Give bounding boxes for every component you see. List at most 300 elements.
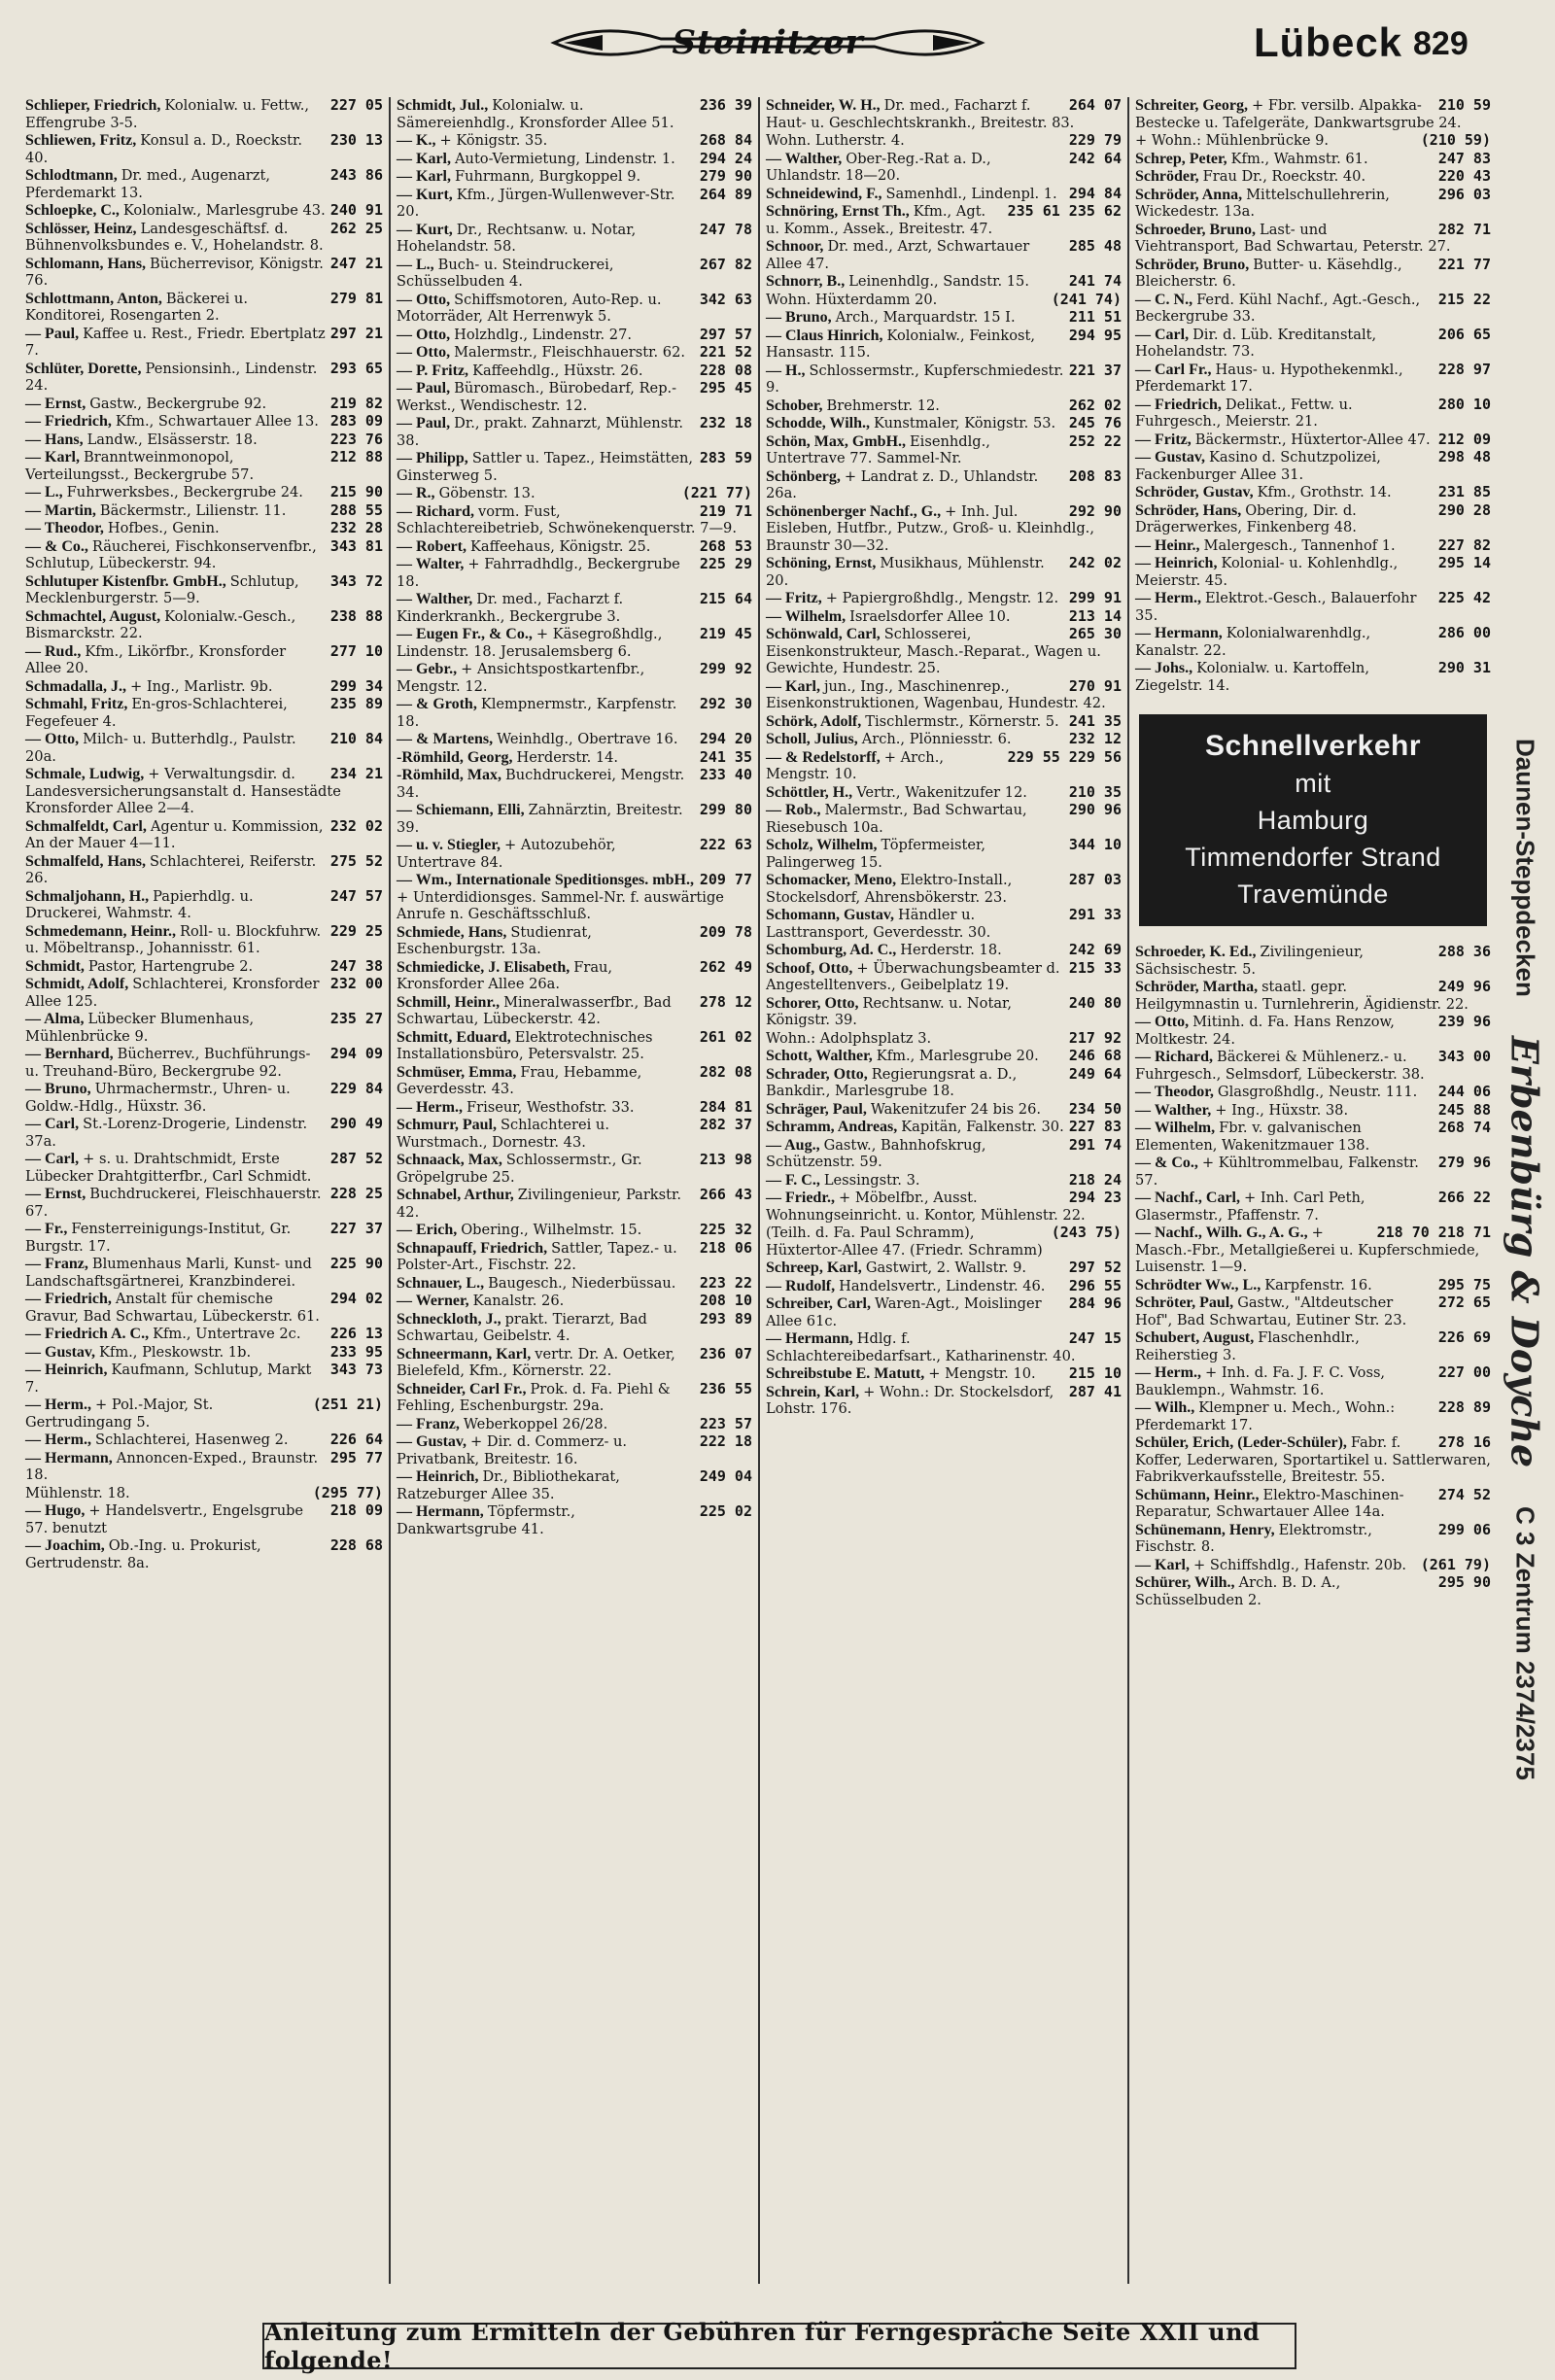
directory-entry xyxy=(1135,1277,1491,1294)
entry-name: Schneidewind, F., xyxy=(766,185,886,202)
entry-details: Kaufmann, Schlutup, Markt 7. xyxy=(25,1362,312,1396)
directory-entry xyxy=(1135,151,1491,168)
entry-details: Vertr., Wakenitzufer 12. xyxy=(856,783,1027,801)
directory-entry xyxy=(397,1099,752,1117)
directory-entry xyxy=(766,784,1122,802)
phone-number: 211 51 xyxy=(1068,308,1122,326)
entry-details: Tischlermstr., Körnerstr. 5. xyxy=(865,712,1059,730)
footer-note: Anleitung zum Ermitteln der Gebühren für Ferngespräche Seite XXII und folgende! xyxy=(262,2323,1296,2369)
entry-details: + Überwachungsbeamter d. Angestelltenvers., Geibelplatz 19. xyxy=(766,959,1060,993)
phone-number: 223 76 xyxy=(329,430,383,448)
entry-name: — Karl, xyxy=(397,150,455,167)
entry-name: — Friedrich, xyxy=(1135,396,1226,413)
entry-details: + Handelsvertr., Engelsgrube 57. benutzt xyxy=(25,1502,304,1536)
entry-details: (Teilh. d. Fa. Paul Schramm), Hüxtertor-Allee 47. (Friedr. Schramm) xyxy=(766,1224,1043,1259)
entry-name: Schmadalla, J., xyxy=(25,677,131,695)
directory-entry xyxy=(25,502,383,520)
entry-name: — Bruno, xyxy=(766,309,836,326)
entry-details: Dr. med., Facharzt f. Kinderkrankh., Beckergrube 3. xyxy=(397,591,624,625)
directory-entry xyxy=(397,538,752,556)
entry-details: Wakenitzufer 24 bis 26. xyxy=(870,1100,1041,1118)
entry-details: Malermstr., Bad Schwartau, Riesebusch 10a. xyxy=(766,802,1027,836)
phone-number: 292 30 xyxy=(699,695,752,712)
directory-entry xyxy=(397,1503,752,1537)
entry-name: Schomann, Gustav, xyxy=(766,907,899,923)
entry-details: Buchdruckerei, Fleischhauerstr. 67. xyxy=(25,1186,322,1220)
directory-entry xyxy=(397,1117,752,1151)
entry-details: Kfm., Pleskowstr. 1b. xyxy=(99,1343,252,1361)
directory-entry xyxy=(25,361,383,395)
phone-number: 294 84 xyxy=(1068,184,1122,202)
entry-name: — Paul, xyxy=(397,415,455,431)
entry-name: Schönberg, xyxy=(766,467,845,485)
phone-number: 213 98 xyxy=(699,1151,752,1168)
directory-entry xyxy=(25,888,383,922)
phone-number: 223 22 xyxy=(699,1273,752,1292)
phone-number: 235 89 xyxy=(329,695,383,712)
entry-name: — F. C., xyxy=(766,1171,824,1189)
directory-entry xyxy=(397,767,752,801)
phone-number: 215 33 xyxy=(1068,958,1122,977)
phone-number: 247 78 xyxy=(699,220,752,238)
directory-entry xyxy=(397,1381,752,1415)
directory-entry xyxy=(25,484,383,501)
entry-details: Bäckermstr., Hüxtertor-Allee 47. xyxy=(1194,431,1431,448)
entry-details: Glasgroßhdlg., Neustr. 111. xyxy=(1217,1084,1418,1100)
directory-entry xyxy=(25,1485,383,1502)
entry-details: Kfm., Schwartauer Allee 13. xyxy=(115,413,319,430)
directory-entry xyxy=(766,1224,1122,1259)
directory-entry xyxy=(25,202,383,220)
entry-details: Elektro-Maschinen-Reparatur, Schwartauer Allee 14a. xyxy=(1135,1486,1404,1520)
directory-entry xyxy=(25,413,383,431)
phone-number: 290 31 xyxy=(1437,659,1491,676)
phone-number: 284 81 xyxy=(699,1097,752,1116)
phone-number: 234 21 xyxy=(329,765,383,782)
phone-number: 296 55 xyxy=(1068,1276,1122,1294)
entry-details: + Autozubehör, Untertrave 84. xyxy=(397,837,616,871)
directory-entry xyxy=(397,1293,752,1310)
directory-entry xyxy=(766,309,1122,327)
phone-number: 247 57 xyxy=(329,886,383,905)
phone-number: 286 00 xyxy=(1437,624,1491,641)
entry-name: — Fritz, xyxy=(1135,431,1195,448)
directory-entry xyxy=(25,167,383,201)
directory-entry xyxy=(397,556,752,590)
entry-name: — Carl, xyxy=(25,1151,84,1167)
entry-details: Kolonialw. u. Fettw., Effengrube 3-5. xyxy=(25,97,310,131)
entry-name: — Wilhelm, xyxy=(1135,1120,1220,1136)
entry-details: Kolonialwarenhdlg., Kanalstr. 22. xyxy=(1135,625,1371,659)
entry-details: Mitinh. d. Fa. Hans Renzow, Moltkestr. 24. xyxy=(1135,1014,1395,1048)
phone-number: 264 07 xyxy=(1068,97,1122,114)
entry-details: + Inh. Carl Peth, Glasermstr., Pfaffenstr. 7. xyxy=(1135,1190,1365,1224)
entry-name: Schlomann, Hans, xyxy=(25,255,151,272)
entry-details: Milch- u. Butterhdlg., Paulstr. 20a. xyxy=(25,731,296,765)
entry-details: Eisenhdlg., Untertrave 77. Sammel-Nr. xyxy=(766,432,990,466)
phone-number: 297 52 xyxy=(1068,1259,1122,1276)
entry-details: Bäckermstr., Lilienstr. 11. xyxy=(99,501,287,519)
phone-number: 242 64 xyxy=(1068,149,1122,167)
directory-entry xyxy=(1135,292,1491,326)
entry-name: Schröder, Martha, xyxy=(1135,979,1262,995)
phone-number: 227 83 xyxy=(1068,1118,1122,1135)
entry-name: Schubert, August, xyxy=(1135,1329,1259,1346)
entry-details: Schlutup, Mecklenburgerstr. 5—9. xyxy=(25,572,299,606)
directory-entry xyxy=(25,1450,383,1484)
entry-details: Fuhrmann, Burgkoppel 9. xyxy=(455,168,641,185)
phone-number: 275 52 xyxy=(329,851,383,870)
directory-entry xyxy=(397,1240,752,1274)
entry-name: Schomacker, Meno, xyxy=(766,872,901,888)
entry-details: + Arch., Mengstr. 10. xyxy=(766,748,944,782)
entry-details: Bäckerei & Mühlenerz.- u. Fuhrgesch., Selmsdorf, Lübeckerstr. 38. xyxy=(1135,1049,1425,1083)
phone-number: 233 40 xyxy=(699,766,752,783)
phone-number: 206 65 xyxy=(1437,325,1491,343)
phone-number: 295 90 xyxy=(1437,1573,1491,1591)
entry-details: Baugesch., Niederbüssau. xyxy=(488,1274,676,1292)
entry-name: — Herm., xyxy=(25,1431,95,1448)
entry-details: Hofbes., Genin. xyxy=(107,520,220,536)
phone-number: 247 15 xyxy=(1068,1329,1122,1347)
entry-name: — Theodor, xyxy=(25,520,108,536)
phone-number: (221 77) xyxy=(681,484,752,501)
phone-number: 215 90 xyxy=(329,483,383,500)
directory-entry xyxy=(1135,944,1491,978)
phone-number: 295 77 xyxy=(329,1448,383,1466)
directory-entry xyxy=(25,396,383,413)
phone-number: 279 81 xyxy=(329,289,383,307)
directory-entry xyxy=(25,431,383,449)
entry-name: Schmalfeld, Hans, xyxy=(25,852,151,870)
entry-name: Schöning, Ernst, xyxy=(766,555,881,571)
entry-name: Schmüser, Emma, xyxy=(397,1063,521,1081)
phone-number: 290 96 xyxy=(1068,801,1122,818)
directory-entry xyxy=(397,450,752,484)
entry-name: Schörk, Adolf, xyxy=(766,712,866,730)
phone-number: 210 35 xyxy=(1068,782,1122,801)
phone-number: 247 83 xyxy=(1437,149,1491,167)
entry-details: + Wohn.: Mühlenbrücke 9. xyxy=(1135,132,1330,149)
phone-number: 343 81 xyxy=(329,536,383,555)
directory-entry xyxy=(1135,484,1491,501)
phone-number: 299 91 xyxy=(1068,589,1122,606)
entry-details: Studienrat, Eschenburgstr. 13a. xyxy=(397,923,592,957)
directory-entry xyxy=(766,1384,1122,1418)
phone-number: 299 34 xyxy=(329,676,383,695)
phone-number: 226 64 xyxy=(329,1431,383,1448)
directory-entry xyxy=(25,221,383,255)
entry-name: Schnöring, Ernst Th., xyxy=(766,203,914,220)
entry-details: + Ansichtspostkartenfbr., Mengstr. 12. xyxy=(397,661,645,695)
phone-number: 215 64 xyxy=(699,590,752,607)
directory-column xyxy=(19,97,389,2284)
entry-name: — Schiemann, Elli, xyxy=(397,802,529,818)
entry-details: Bücherrevisor, Königstr. 76. xyxy=(25,255,324,289)
entry-details: Roll- u. Blockfuhrw. u. Möbeltransp., Johannisstr. 61. xyxy=(25,922,322,956)
entry-details: Weberkoppel 26/28. xyxy=(463,1415,608,1432)
entry-name: — Hugo, xyxy=(25,1502,89,1519)
entry-name: Schnaack, Max, xyxy=(397,1152,506,1168)
entry-details: + Königstr. 35. xyxy=(439,132,548,149)
directory-entry xyxy=(397,1152,752,1186)
phone-number: 236 07 xyxy=(699,1344,752,1362)
entry-name: Schmahl, Fritz, xyxy=(25,696,132,712)
entry-details: Fbr. v. galvanischen Elementen, Wakenitzmauer 138. xyxy=(1135,1120,1370,1154)
entry-details: Wohn. Hüxterdamm 20. xyxy=(766,291,938,308)
entry-details: Anstalt für chemische Gravur, Bad Schwartau, Lübeckerstr. 61. xyxy=(25,1291,320,1325)
entry-details: Schlosserei, Eisenkonstrukteur, Masch.-Reparat., Wagen u. Gewichte, Hundestr. 25. xyxy=(766,626,1101,676)
entry-details: Gastw., "Altdeutscher Hof", Bad Schwartau, Eutiner Str. 23. xyxy=(1135,1294,1407,1328)
entry-name: Schröder, xyxy=(1135,168,1203,185)
entry-details: staatl. gepr. Heilgymnastin u. Turnlehrerin, Ägidienstr. 22. xyxy=(1135,979,1469,1013)
phone-number: 232 12 xyxy=(1068,730,1122,747)
phone-number: 218 70 218 71 xyxy=(1376,1224,1491,1241)
entry-details: Zivilingenieur, Parkstr. 42. xyxy=(397,1187,682,1221)
directory-entry xyxy=(1135,660,1491,694)
entry-name: — Otto, xyxy=(397,326,455,343)
entry-name: Schönenberger Nachf., G., xyxy=(766,502,946,520)
entry-name: — Wm., Internationale Speditionsges. mbH., xyxy=(397,872,694,888)
entry-details: + Käsegroßhdlg., Lindenstr. 18. Jerusalemsberg 6. xyxy=(397,626,663,660)
entry-details: Kolonialw.-Gesch., Bismarckstr. 22. xyxy=(25,607,296,641)
phone-number: 228 68 xyxy=(329,1536,383,1554)
entry-name: — Walter, xyxy=(397,556,468,572)
phone-number: 232 00 xyxy=(329,975,383,992)
phone-number: 283 09 xyxy=(329,412,383,430)
entry-name: — Johs., xyxy=(1135,660,1197,676)
directory-entry xyxy=(397,802,752,836)
directory-entry xyxy=(1135,1120,1491,1154)
directory-entry xyxy=(397,626,752,660)
phone-number: 247 21 xyxy=(329,254,383,272)
entry-name: — Otto, xyxy=(397,291,455,308)
phone-number: 210 59 xyxy=(1437,97,1491,114)
directory-entry xyxy=(25,538,383,572)
directory-entry xyxy=(397,1029,752,1063)
entry-name: Schober, xyxy=(766,397,827,414)
phone-number: 229 55 229 56 xyxy=(1007,747,1122,766)
entry-details: Pastor, Hartengrube 2. xyxy=(87,957,254,975)
side-ad-top-text: Daunen-Steppdecken xyxy=(1510,739,1540,997)
phone-number: 240 91 xyxy=(329,201,383,219)
entry-details: Prok. d. Fa. Piehl & Fehling, Eschenburgstr. 29a. xyxy=(397,1380,671,1414)
directory-entry xyxy=(397,1416,752,1433)
entry-name: — Rudolf, xyxy=(766,1277,840,1294)
entry-name: Schmitt, Eduard, xyxy=(397,1028,515,1046)
directory-entry xyxy=(25,731,383,765)
phone-number: 343 73 xyxy=(329,1361,383,1378)
phone-number: 218 06 xyxy=(699,1238,752,1257)
entry-name: Schlodtmann, xyxy=(25,167,121,184)
phone-number: 299 92 xyxy=(699,660,752,677)
phone-number: 299 80 xyxy=(699,801,752,818)
entry-details: Agentur u. Kommission, An der Mauer 4—11. xyxy=(25,817,324,851)
entry-details: Büromasch., Bürobedarf, Rep.-Werkst., Wendischestr. 12. xyxy=(397,380,677,414)
phone-number: 223 57 xyxy=(699,1414,752,1432)
directory-entry xyxy=(766,151,1122,185)
directory-entry xyxy=(766,1295,1122,1329)
entry-details: Samenhdl., Lindenpl. 1. xyxy=(885,185,1057,202)
entry-name: Schodde, Wilh., xyxy=(766,415,875,431)
entry-details: Waren-Agt., Moislinger Allee 61c. xyxy=(766,1295,1042,1329)
phone-number: (243 75) xyxy=(1051,1224,1122,1241)
phone-number: 293 65 xyxy=(329,359,383,377)
entry-details: Kaffee u. Rest., Friedr. Ebertplatz 7. xyxy=(25,325,326,359)
entry-details: Bäckerei u. Konditorei, Rosengarten 2. xyxy=(25,290,248,324)
entry-name: — C. N., xyxy=(1135,291,1197,308)
entry-name: Schlutuper Kistenfbr. GmbH., xyxy=(25,572,230,590)
entry-details: Obering, Dir. d. Drägerwerkes, Finkenberg 48. xyxy=(1135,501,1357,535)
phone-number: 287 03 xyxy=(1068,871,1122,888)
entry-details: + Wohn.: Dr. Stockelsdorf, Lohstr. 176. xyxy=(766,1383,1054,1417)
entry-details: Auto-Vermietung, Lindenstr. 1. xyxy=(455,150,675,167)
entry-name: — Herm., xyxy=(1135,1364,1205,1381)
entry-details: jun., Ing., Maschinenrep., Eisenkonstruktionen, Wagenbau, Hundestr. 42. xyxy=(766,677,1106,711)
phone-number: 225 90 xyxy=(329,1255,383,1272)
directory-entry xyxy=(766,1066,1122,1100)
phone-number: 290 28 xyxy=(1437,500,1491,519)
entry-details: Fabr. f. Koffer, Lederwaren, Sportartikel u. Sattlerwaren, Fabrikverkaufsstelle, Breitestr. 55. xyxy=(1135,1434,1491,1485)
entry-name: — Gustav, xyxy=(25,1343,100,1361)
phone-number: 218 09 xyxy=(329,1501,383,1519)
phone-number: 221 77 xyxy=(1437,255,1491,273)
entry-details: Schiffsmotoren, Auto-Rep. u. Motorräder, Alt Herrenwyk 5. xyxy=(397,291,662,325)
phone-number: 221 37 xyxy=(1068,361,1122,379)
phone-number: 225 32 xyxy=(699,1221,752,1238)
directory-entry xyxy=(766,731,1122,748)
directory-entry xyxy=(397,1275,752,1293)
entry-details: vorm. Fust, Schlachtereibetrieb, Schwönekenquerstr. 7—9. xyxy=(397,502,737,536)
directory-entry xyxy=(397,257,752,291)
entry-details: Butter- u. Käsehdlg., Bleicherstr. 6. xyxy=(1135,256,1402,290)
directory-entry xyxy=(766,942,1122,959)
entry-name: Schmurr, Paul, xyxy=(397,1117,501,1133)
phone-number: 208 10 xyxy=(699,1292,752,1309)
entry-details: + Ing., Marlistr. 9b. xyxy=(130,677,273,695)
phone-number: 343 00 xyxy=(1437,1048,1491,1065)
phone-number: 229 84 xyxy=(329,1080,383,1097)
entry-details: Herderstr. 18. xyxy=(900,942,1002,958)
entry-details: Ob.-Ing. u. Prokurist, Gertrudenstr. 8a. xyxy=(25,1537,261,1571)
directory-entry xyxy=(25,449,383,483)
side-ad-brand: Erbenbürg & Doyche xyxy=(1503,1035,1547,1468)
phone-number: 266 22 xyxy=(1437,1189,1491,1206)
directory-entry xyxy=(25,1151,383,1185)
phone-number: 215 22 xyxy=(1437,290,1491,308)
entry-name: — Gebr., xyxy=(397,661,462,677)
entry-details: Töpfermeister, Palingerweg 15. xyxy=(766,837,985,871)
directory-entry xyxy=(766,238,1122,272)
directory-entry xyxy=(766,802,1122,836)
entry-details: Fensterreinigungs-Institut, Gr. Burgstr. 17. xyxy=(25,1221,292,1255)
phone-number: 297 57 xyxy=(699,325,752,343)
header-brand: Steinitzer xyxy=(672,23,864,62)
directory-entry xyxy=(1135,1434,1491,1486)
directory-entry xyxy=(397,872,752,923)
entry-name: Schmidt, Adolf, xyxy=(25,976,133,992)
phone-number: 342 63 xyxy=(699,290,752,308)
phone-number: 219 82 xyxy=(329,394,383,412)
entry-details: Brehmerstr. 12. xyxy=(826,397,940,414)
entry-details: Pensionsinh., Lindenstr. 24. xyxy=(25,360,318,394)
entry-name: Schmachtel, August, xyxy=(25,607,165,625)
entry-details: Last- und Viehtransport, Bad Schwartau, Peterstr. 27. xyxy=(1135,221,1451,255)
phone-number: 228 97 xyxy=(1437,360,1491,378)
directory-entry xyxy=(397,1064,752,1098)
directory-entry xyxy=(1135,979,1491,1013)
entry-details: Kolonialw. u. Sämereienhdlg., Kronsforder Allee 51. xyxy=(397,97,674,131)
directory-entry xyxy=(25,1431,383,1449)
entry-details: Schlossermstr., Kupferschmiedestr. 9. xyxy=(766,362,1064,396)
phone-number: 282 71 xyxy=(1437,220,1491,238)
entry-details: + Inh. Jul. Eisleben, Hutfbr., Putzw., Groß- u. Kleinhdlg., Braunstr 30—32. xyxy=(766,502,1094,554)
directory-entry xyxy=(766,503,1122,555)
phone-number: 228 25 xyxy=(329,1185,383,1202)
entry-name: Schreiber, Carl, xyxy=(766,1295,875,1312)
directory-entry xyxy=(766,433,1122,467)
entry-name: Schmiede, Hans, xyxy=(397,923,511,941)
directory-entry xyxy=(766,1259,1122,1277)
phone-number: 241 74 xyxy=(1068,272,1122,290)
entry-details: Kaffeehdlg., Hüxstr. 26. xyxy=(472,362,643,379)
directory-entry xyxy=(1135,1084,1491,1101)
entry-name: — Herm., xyxy=(1135,590,1205,606)
directory-entry xyxy=(1135,1049,1491,1083)
entry-details: + Fahrradhdlg., Beckergrube 18. xyxy=(397,556,680,590)
entry-name: — Richard, xyxy=(1135,1049,1217,1065)
phone-number: 249 64 xyxy=(1068,1064,1122,1083)
entry-name: Schrein, Karl, xyxy=(766,1383,864,1400)
directory-entry xyxy=(25,132,383,166)
directory-entry xyxy=(766,203,1122,237)
directory-entry xyxy=(25,573,383,607)
directory-entry xyxy=(25,1256,383,1290)
directory-entry xyxy=(1135,1102,1491,1120)
phone-number: 225 42 xyxy=(1437,589,1491,606)
phone-number: 287 52 xyxy=(329,1150,383,1167)
phone-number: 232 28 xyxy=(329,519,383,536)
entry-details: Rechtsanw. u. Notar, Königstr. 39. xyxy=(766,994,1013,1028)
phone-number: 234 50 xyxy=(1068,1099,1122,1118)
entry-details: + Fbr. versilb. Alpakka-Bestecke u. Tafelgeräte, Dankwartsgrube 24. xyxy=(1135,97,1462,131)
directory-entry xyxy=(25,1011,383,1045)
entry-name: Schrödter Ww., L., xyxy=(1135,1276,1265,1293)
entry-name: — Paul, xyxy=(25,325,84,342)
entry-name: — Aug., xyxy=(766,1136,824,1154)
directory-entry xyxy=(1135,362,1491,396)
entry-name: — Joachim, xyxy=(25,1537,109,1554)
directory-entry xyxy=(397,994,752,1028)
ad-line3: Timmendorfer Strand xyxy=(1185,843,1441,872)
entry-name: — R., xyxy=(397,485,439,501)
entry-name: Schürer, Wilh., xyxy=(1135,1574,1239,1591)
phone-number: (261 79) xyxy=(1420,1555,1491,1573)
entry-details: + Landrat z. D., Uhlandstr. 26a. xyxy=(766,467,1039,501)
entry-details: Lübecker Blumenhaus, Mühlenbrücke 9. xyxy=(25,1011,255,1045)
phone-number: 267 82 xyxy=(699,255,752,273)
directory-entry xyxy=(25,1362,383,1396)
directory-entry xyxy=(397,222,752,256)
phone-number: 270 91 xyxy=(1068,676,1122,695)
entry-details: Arch., Marquardstr. 15 I. xyxy=(835,309,1016,326)
phone-number: 272 65 xyxy=(1437,1293,1491,1311)
entry-name: — Bernhard, xyxy=(25,1046,118,1062)
directory-entry xyxy=(1135,132,1491,150)
directory-entry xyxy=(1135,1574,1491,1608)
directory-entry xyxy=(397,696,752,730)
phone-number: 297 21 xyxy=(329,324,383,342)
